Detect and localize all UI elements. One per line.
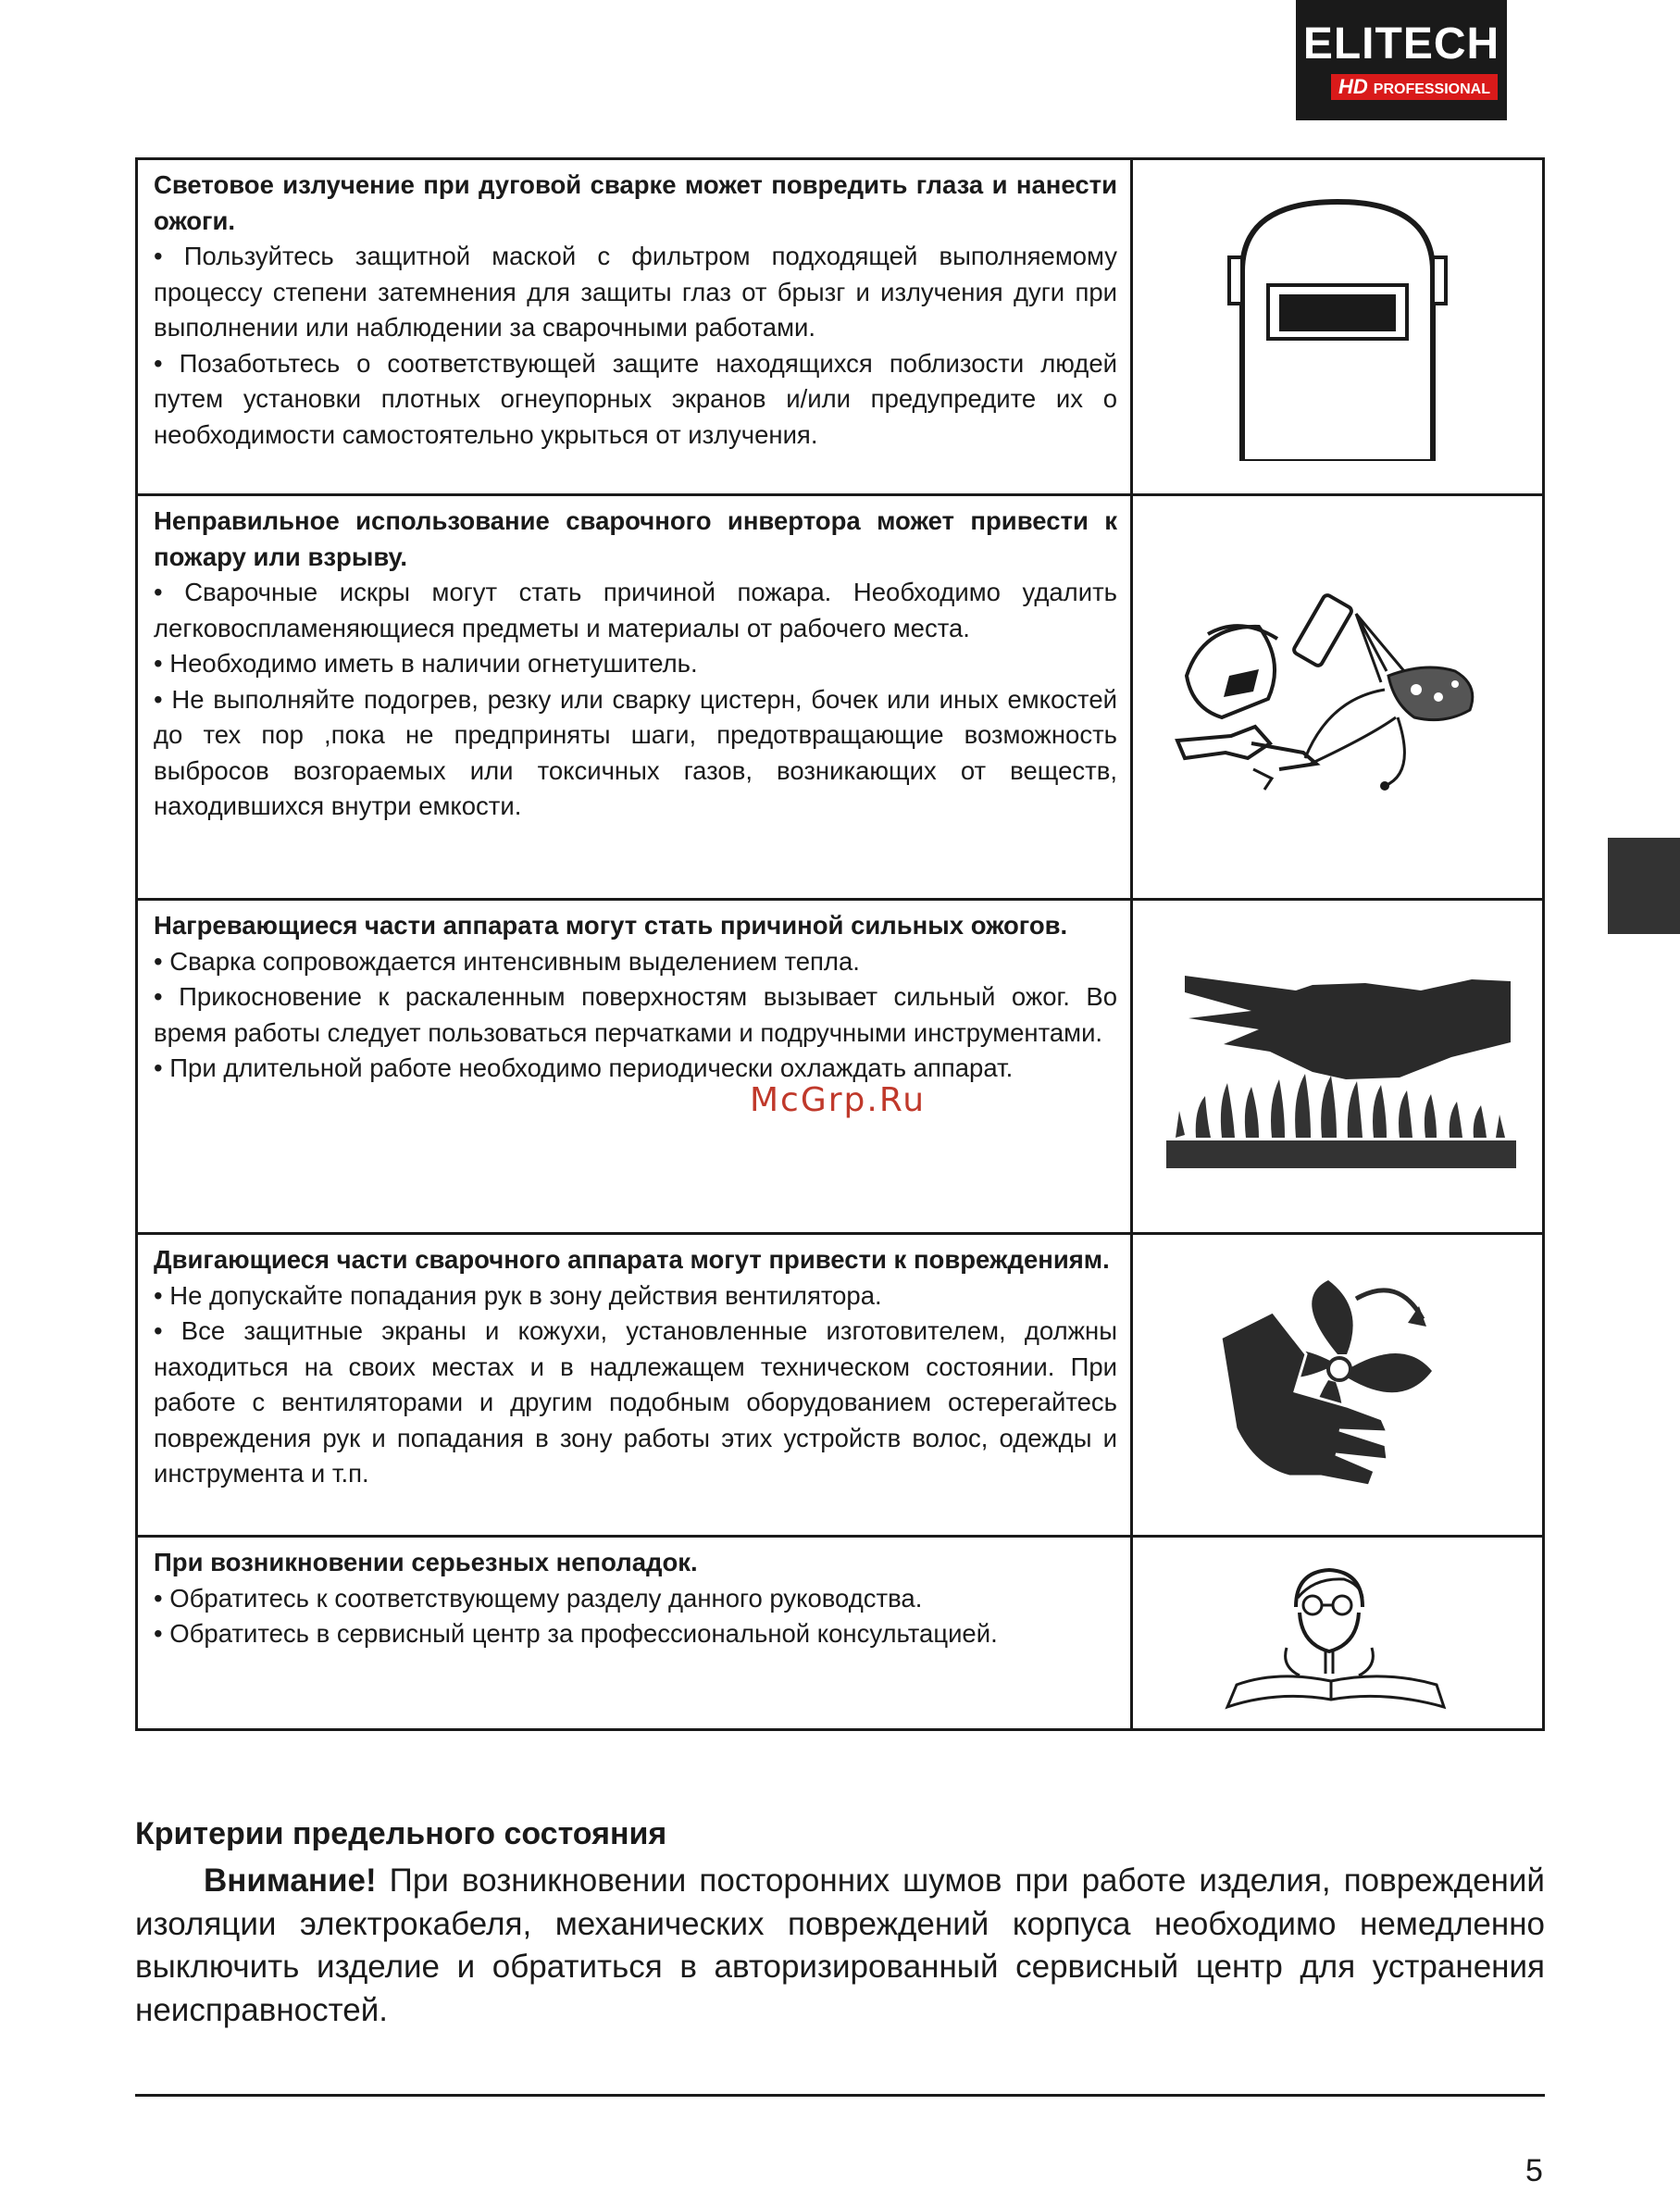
warning-image-cell [1133, 496, 1542, 901]
warning-image-cell [1133, 901, 1542, 1235]
warning-bullet: • Все защитные экраны и кожухи, установленные изготовителем, должны находиться на своих местах и в надлежащем техническом состоянии. При работе с вентиляторами и другим подобным оборудованием остерегайтесь повреждения рук и попадания в зону работы этих устройств волос, одежды и инструмента и т.п. [154, 1316, 1117, 1488]
warning-image-cell [1133, 1235, 1542, 1538]
warning-row-moving-parts [138, 1232, 1542, 1538]
warning-bullet: • Сварочные искры могут стать причиной пожара. Необходимо удалить легковоспламеняющиеся предметы и материалы от рабочего места. [154, 578, 1117, 642]
watermark: McGrp.Ru [750, 1081, 927, 1119]
attention-label: Внимание! [204, 1862, 377, 1899]
read-manual-icon [1222, 1551, 1453, 1718]
warning-row-malfunctions [138, 1535, 1542, 1731]
warning-heading: Световое излучение при дуговой сварке может повредить глаза и нанести ожоги. [154, 170, 1117, 235]
fan-hand-icon [1217, 1262, 1458, 1512]
warning-row-fire-hazard [138, 493, 1542, 901]
page-number: 5 [1525, 2153, 1543, 2188]
warning-bullet: • Обратитесь к соответствующему разделу данного руководства. [154, 1583, 923, 1613]
warning-text-cell [138, 901, 1133, 1235]
warning-row-arc-radiation [138, 160, 1542, 493]
brand-sub-hd: HD [1338, 75, 1368, 98]
warning-text-cell [138, 1235, 1133, 1538]
brand-sub-text: PROFESSIONAL [1373, 81, 1490, 97]
warning-row-hot-surfaces [138, 898, 1542, 1235]
warning-text-cell [138, 496, 1133, 901]
warning-image-cell [1133, 1538, 1542, 1731]
hot-surface-icon [1157, 957, 1518, 1179]
warning-bullet: • Прикосновение к раскаленным поверхностям вызывает сильный ожог. Во время работы следует пользоваться перчатками и подручными инструментами. [154, 982, 1117, 1047]
warning-text-cell [138, 160, 1133, 493]
warning-heading: При возникновении серьезных неполадок. [154, 1548, 698, 1576]
warning-heading: Неправильное использование сварочного инвертора может привести к пожару или взрыву. [154, 506, 1117, 571]
safety-warnings-table [135, 157, 1545, 1731]
warning-image-cell [1133, 160, 1542, 493]
footer-divider [135, 2094, 1545, 2097]
warning-bullet: • Необходимо иметь в наличии огнетушитель. [154, 649, 698, 678]
brand-name: ELITECH [1302, 19, 1500, 69]
warning-bullet: • Не допускайте попадания рук в зону действия вентилятора. [154, 1280, 882, 1310]
warning-bullet: • Позаботьтесь о соответствующей защите находящихся поблизости людей путем установки плотных огнеупорных экранов и/или предупредите их о необходимости самостоятельно укрыться от излучения. [154, 348, 1117, 449]
welding-mask-icon [1222, 193, 1453, 461]
section-title: Критерии предельного состояния [135, 1816, 667, 1851]
brand-subline [1331, 74, 1498, 100]
warning-bullet: • Пользуйтесь защитной маской с фильтром подходящей выполняемому процессу степени затемнения для защиты глаз от брызг и излучения дуги при выполнении или наблюдении за сварочными работами. [154, 242, 1117, 342]
warning-heading: Нагревающиеся части аппарата могут стать причиной сильных ожогов. [154, 911, 1068, 940]
criteria-paragraph [135, 1860, 1545, 2032]
warning-bullet: • Обратитесь в сервисный центр за профессиональной консультацией. [154, 1619, 998, 1648]
fire-hazard-icon [1166, 588, 1509, 810]
brand-logo [1296, 0, 1507, 120]
warning-bullet: • Не выполняйте подогрев, резку или сварку цистерн, бочек или иных емкостей до тех пор ,пока не предприняты шаги, предотвращающие возможность выбросов возгораемых или токсичных газов, возникающих от веществ, находившихся внутри емкости. [154, 684, 1117, 820]
warning-bullet: • При длительной работе необходимо периодически охлаждать аппарат. [154, 1053, 1014, 1082]
criteria-body: При возникновении посторонних шумов при работе изделия, повреждений изоляции электрокабеля, механических повреждений корпуса необходимо немедленно выключить изделие и обратиться в авторизированный сервисный центр для устранения неисправностей. [135, 1862, 1545, 2028]
warning-heading: Двигающиеся части сварочного аппарата могут привести к повреждениям. [154, 1245, 1110, 1274]
section-tab-marker [1608, 838, 1680, 934]
warning-text-cell [138, 1538, 1133, 1731]
warning-bullet: • Сварка сопровождается интенсивным выделением тепла. [154, 946, 860, 976]
